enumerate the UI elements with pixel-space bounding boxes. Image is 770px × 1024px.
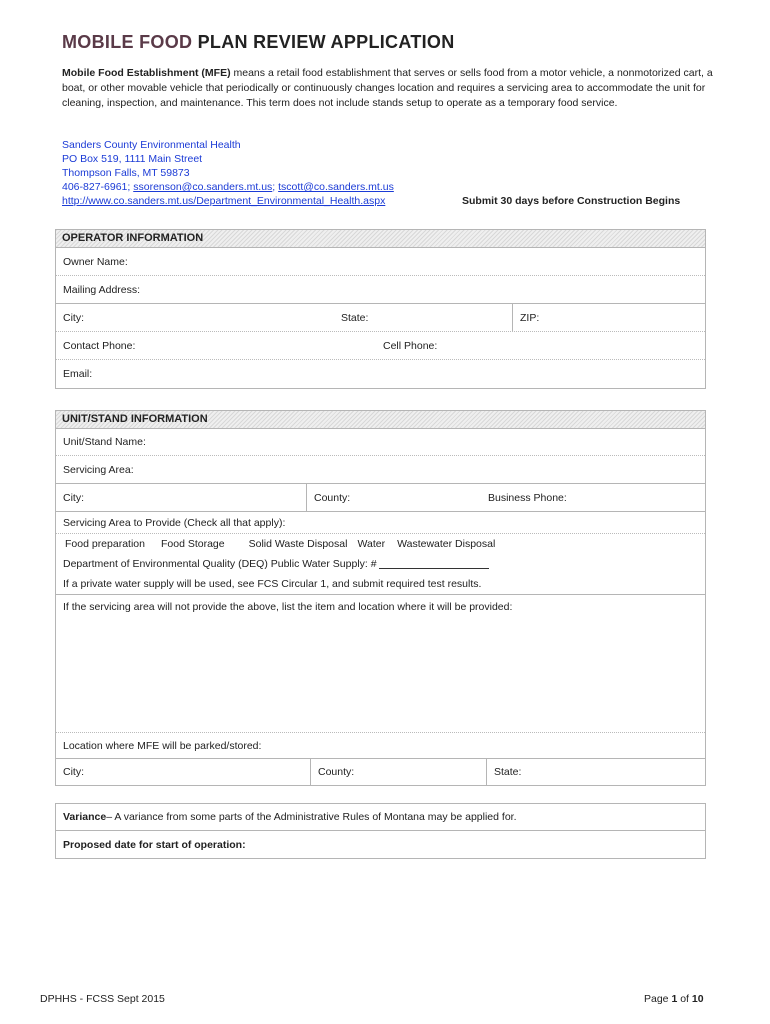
of-word: of [677,993,692,1005]
option-label: Solid Waste Disposal [248,538,348,550]
private-water-note: If a private water supply will be used, see FCS Circular 1, and submit required test results. [63,578,482,590]
unit-city-county-row [56,484,705,512]
parked-state-field[interactable] [486,759,705,785]
unit-county-label: County: [314,491,351,504]
variance-text [56,804,705,830]
mailing-address-label: Mailing Address: [63,283,141,296]
cell-phone-label: Cell Phone: [383,339,438,352]
title-part-2: PLAN REVIEW APPLICATION [197,32,455,52]
address-line-2: Thompson Falls, MT 59873 [62,167,190,179]
parked-location-row[interactable] [56,733,705,759]
operator-section [55,229,706,389]
proposed-date-label: Proposed date for start of operation: [63,838,246,851]
servicing-area-label: Servicing Area: [63,463,134,476]
page-total: 10 [691,993,704,1005]
phone-email-line [62,180,462,194]
mailing-address-row[interactable] [56,276,705,304]
agency-name: Sanders County Environmental Health [62,139,241,151]
page-current: 1 [671,993,678,1005]
definition-term: Mobile Food Establishment (MFE) [62,67,231,79]
phone-number: 406-827-6961; [62,181,134,193]
variance-desc: – A variance from some parts of the Administrative Rules of Montana may be applied for. [106,811,517,823]
proposed-date-row[interactable] [56,831,705,858]
parked-city-field[interactable] [56,759,310,785]
option-food-preparation[interactable] [63,538,145,550]
variance-section [55,803,706,859]
business-phone-label: Business Phone: [488,491,567,504]
email-separator: ; [272,181,279,193]
servicing-options [56,534,705,554]
servicing-options-row [56,534,705,554]
parked-city-label: City: [63,766,84,778]
definition-text: means a retail food establishment that serves or sells food from a motor vehicle, a nonmotorized cart, a boat, or other movable vehicle that periodically or continuously changes location and requires a servicing area to accommodate the unit for cleaning, inspection, and maintenance. This term does not include stands setup to operate as a temporary food service. [62,67,713,109]
state-label: State: [341,311,369,324]
parked-county-label: County: [318,766,355,778]
unit-county-field[interactable] [306,484,481,511]
email-link-1[interactable]: ssorenson@co.sanders.mt.us [133,181,273,193]
servicing-provide-row [56,512,705,534]
variance-term: Variance [63,811,107,823]
option-food-storage[interactable] [159,538,225,550]
servicing-area-row[interactable] [56,456,705,484]
contact-phone-field[interactable] [56,332,376,359]
parked-location-label: Location where MFE will be parked/stored: [63,739,262,752]
option-wastewater[interactable] [395,538,495,550]
not-provide-row[interactable] [56,595,705,733]
email-row[interactable] [56,360,705,388]
option-label: Food preparation [65,538,145,550]
footer-form-id: DPHHS - FCSS Sept 2015 [40,993,165,1005]
servicing-provide-label: Servicing Area to Provide (Check all that apply): [63,516,286,529]
phone-row [56,332,705,360]
option-solid-waste[interactable] [247,538,348,550]
email-link-2[interactable]: tscott@co.sanders.mt.us [278,181,394,193]
contact-phone-label: Contact Phone: [63,339,136,352]
mfe-definition [62,66,722,111]
city-field[interactable] [56,304,334,331]
state-field[interactable] [334,304,512,331]
unit-section [55,410,706,786]
title-part-1: MOBILE FOOD [62,32,193,52]
deq-number-blank[interactable] [379,559,489,569]
cell-phone-field[interactable] [376,332,705,359]
website-link[interactable]: http://www.co.sanders.mt.us/Department_Environmental_Health.aspx [62,195,386,207]
zip-label: ZIP: [520,311,540,324]
page-word: Page [644,993,672,1005]
unit-name-row[interactable] [56,429,705,456]
parked-city-county-row [56,759,705,785]
variance-row [56,804,705,831]
city-state-zip-row [56,304,705,332]
deq-label [56,554,705,574]
option-label: Food Storage [160,538,225,550]
owner-name-row[interactable] [56,248,705,276]
zip-field[interactable] [512,304,705,331]
deq-text: Department of Environmental Quality (DEQ) Public Water Supply: # [63,558,377,570]
owner-name-label: Owner Name: [63,255,128,268]
parked-county-field[interactable] [310,759,486,785]
deq-row [56,554,705,574]
address-line-1: PO Box 519, 1111 Main Street [62,153,203,165]
unit-city-label: City: [63,491,84,504]
email-label: Email: [63,368,93,380]
operator-heading: OPERATOR INFORMATION [56,230,705,248]
unit-city-field[interactable] [56,484,306,511]
option-water[interactable] [355,538,385,550]
city-label: City: [63,311,84,324]
page-number [644,993,704,1005]
unit-heading: UNIT/STAND INFORMATION [56,411,705,429]
submit-deadline: Submit 30 days before Construction Begins [462,195,681,207]
not-provide-label: If the servicing area will not provide the above, list the item and location where it will be provided: [63,601,513,613]
parked-state-label: State: [494,766,522,778]
unit-name-label: Unit/Stand Name: [63,436,146,448]
business-phone-field[interactable] [481,484,705,511]
option-label: Wastewater Disposal [397,538,496,550]
page-title [62,32,455,53]
private-water-row [56,574,705,595]
contact-block [62,138,462,208]
option-label: Water [357,538,386,550]
